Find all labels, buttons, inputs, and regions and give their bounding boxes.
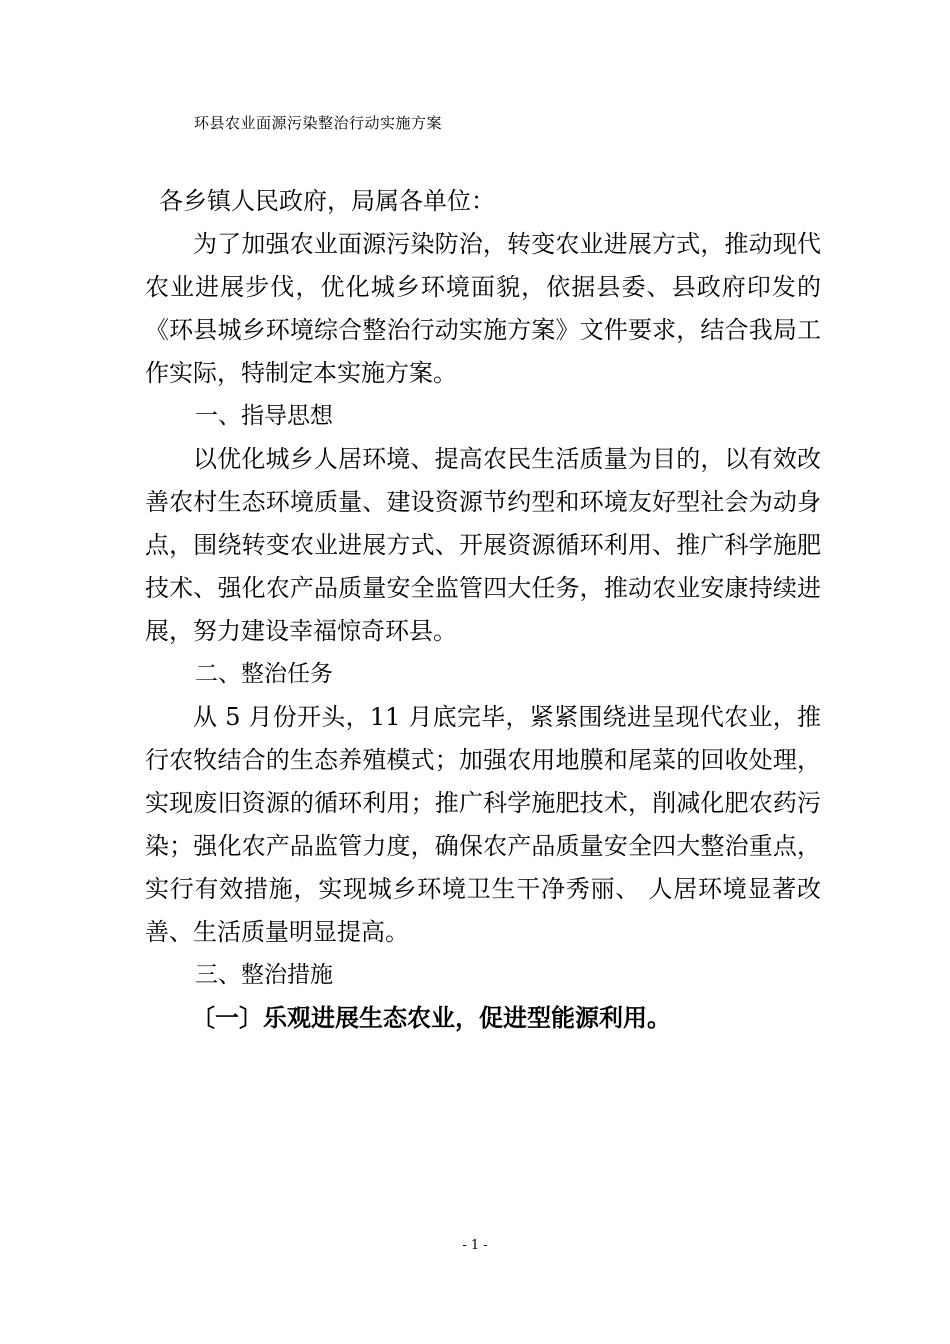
document-header: 环县农业面源污染整治行动实施方案 <box>194 114 443 132</box>
section-heading-measures: 三、整治措施 <box>195 962 333 988</box>
page-number: - 1 - <box>462 1238 488 1253</box>
intro-paragraph: 为了加强农业面源污染防治，转变农业进展方式，推动现代农业进展步伐，优化城乡环境面貌，依据县委、县政府印发的《环县城乡环境综合整治行动实施方案》文件要求，结合我局工作实际，特制定本实施方案。 <box>145 230 821 387</box>
section-heading-guiding-thought: 一、指导思想 <box>195 403 333 429</box>
section-paragraph-guiding-thought: 以优化城乡人居环境、提高农民生活质量为目的，以有效改善农村生态环境质量、建设资源节约型和环境友好型社会为动身点，围绕转变农业进展方式、开展资源循环利用、推广科学施肥技术、强化农产品质量安全监管四大任务，推动农业安康持续进展，努力建设幸福惊奇环县。 <box>145 445 821 645</box>
subsection-heading: 〔一〕乐观进展生态农业，促进型能源利用。 <box>191 1004 671 1032</box>
section-heading-tasks: 二、整治任务 <box>195 661 333 687</box>
salutation: 各乡镇人民政府，局属各单位： <box>159 187 495 215</box>
section-paragraph-tasks: 从 5 月份开头，11 月底完毕，紧紧围绕进呈现代农业，推行农牧结合的生态养殖模式；加强农用地膜和尾菜的回收处理，实现废旧资源的循环利用；推广科学施肥技术，削减化肥农药污染；强化农产品监管力度，确保农产品质量安全四大整治重点，实行有效措施，实现城乡环境卫生干净秀丽、 人居环境显著改善、生活质量明显提高。 <box>145 703 821 946</box>
document-body <box>145 180 821 1040</box>
